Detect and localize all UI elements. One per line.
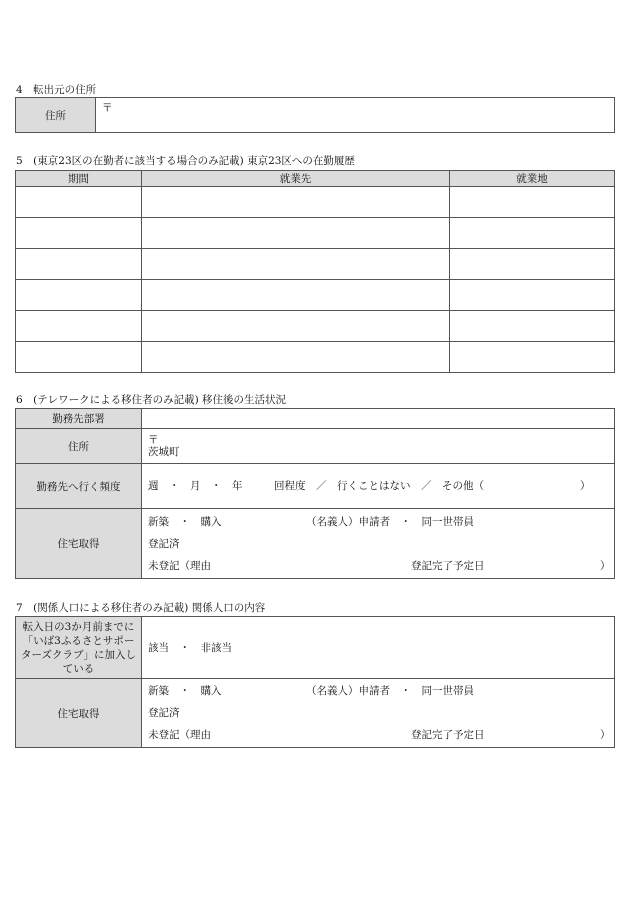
telework-table [15,408,615,579]
table-row [16,342,615,373]
period-cell[interactable] [16,249,142,280]
header-employer: 就業先 [142,171,450,187]
club-options: 該当 ・ 非該当 [148,642,232,654]
work-location-cell[interactable] [450,280,615,311]
section5-title: 5 (東京23区の在勤者に該当する場合のみ記載) 東京23区への在勤履歴 [16,155,355,167]
club-label: 転入日の3か月前までに「いば3ふるさとサポーターズクラブ」に加入している [16,617,142,679]
dept-label: 勤務先部署 [16,409,142,429]
period-cell[interactable] [16,218,142,249]
registered: 登記済 [148,707,180,719]
frequency-label: 勤務先へ行く頻度 [16,464,142,509]
related-population-table [15,616,615,748]
work-history-table [15,170,615,373]
dept-field[interactable] [142,409,615,429]
header-period: 期間 [16,171,142,187]
housing-owner: （名義人）申請者 ・ 同一世帯員 [306,515,474,528]
town-name: 茨城町 [148,446,180,458]
housing-label: 住宅取得 [16,679,142,748]
employer-cell[interactable] [142,218,450,249]
table-row [16,249,615,280]
address-label: 住所 [16,429,142,464]
section4-title: 4 転出元の住所 [16,84,97,96]
employer-cell[interactable] [142,249,450,280]
period-cell[interactable] [16,187,142,218]
unregistered: 未登記（理由 [148,559,211,572]
table-row [16,218,615,249]
close-paren: ） [600,729,611,741]
work-location-cell[interactable] [450,218,615,249]
period-cell[interactable] [16,342,142,373]
table-row [16,280,615,311]
housing-label: 住宅取得 [16,509,142,579]
work-location-cell[interactable] [450,249,615,280]
employer-cell[interactable] [142,311,450,342]
work-location-cell[interactable] [450,342,615,373]
period-cell[interactable] [16,311,142,342]
postal-mark: 〒 [102,102,113,114]
housing-owner: （名義人）申請者 ・ 同一世帯員 [306,685,474,697]
section6-title: 6 (テレワークによる移住者のみ記載) 移住後の生活状況 [16,394,286,406]
previous-address-table [15,97,615,133]
employer-cell[interactable] [142,280,450,311]
housing-field[interactable] [142,679,615,748]
frequency-options: 週 ・ 月 ・ 年 回程度 ／ 行くことはない ／ その他（ [148,480,484,492]
frequency-field[interactable] [142,464,615,509]
postal-mark: 〒 [148,434,159,446]
previous-address-field[interactable] [96,98,615,133]
work-location-cell[interactable] [450,311,615,342]
frequency-close: ） [580,480,591,492]
housing-type: 新築 ・ 購入 [148,515,222,528]
header-work-location: 就業地 [450,171,615,187]
housing-field[interactable] [142,509,615,579]
scheduled-date: 登記完了予定日 [411,559,485,572]
housing-type: 新築 ・ 購入 [148,685,222,697]
unregistered: 未登記（理由 [148,729,211,741]
section7-title: 7 (関係人口による移住者のみ記載) 関係人口の内容 [16,602,266,614]
scheduled-date: 登記完了予定日 [411,729,485,741]
period-cell[interactable] [16,280,142,311]
employer-cell[interactable] [142,187,450,218]
table-row [16,187,615,218]
table-row [16,311,615,342]
registered: 登記済 [148,537,180,550]
address-field[interactable] [142,429,615,464]
employer-cell[interactable] [142,342,450,373]
work-location-cell[interactable] [450,187,615,218]
club-field[interactable] [142,617,615,679]
close-paren: ） [600,559,611,572]
address-label: 住所 [16,98,96,133]
